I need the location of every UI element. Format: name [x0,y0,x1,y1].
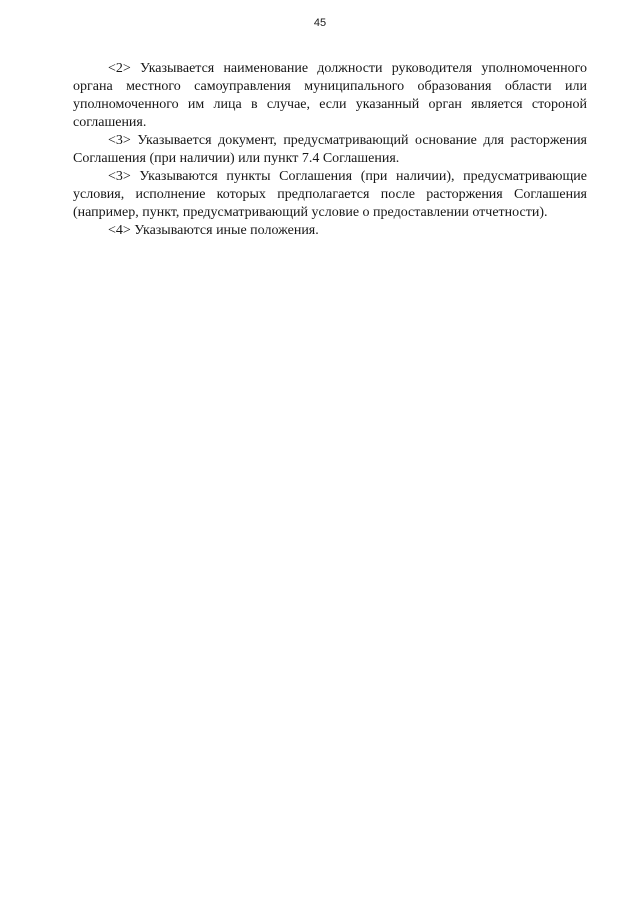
footnote-3-document: <3> Указывается документ, предусматривающий основание для расторжения Соглашения (при наличии) или пункт 7.4 Соглашения. [73,133,587,166]
page-number: 45 [313,17,327,29]
footnote-4: <4> Указываются иные положения. [108,223,319,238]
footnotes-block [73,60,587,240]
footnote-3-clauses: <3> Указываются пункты Соглашения (при наличии), предусматривающие условия, исполнение которых предполагается после расторжения Соглашения (например, пункт, предусматривающий условие о предоставлении отчетности). [73,169,587,220]
footnote-2: <2> Указывается наименование должности руководителя уполномоченного органа местного самоуправления муниципального образования области или уполномоченного им лица в случае, если указанный орган является стороной соглашения. [73,61,587,130]
